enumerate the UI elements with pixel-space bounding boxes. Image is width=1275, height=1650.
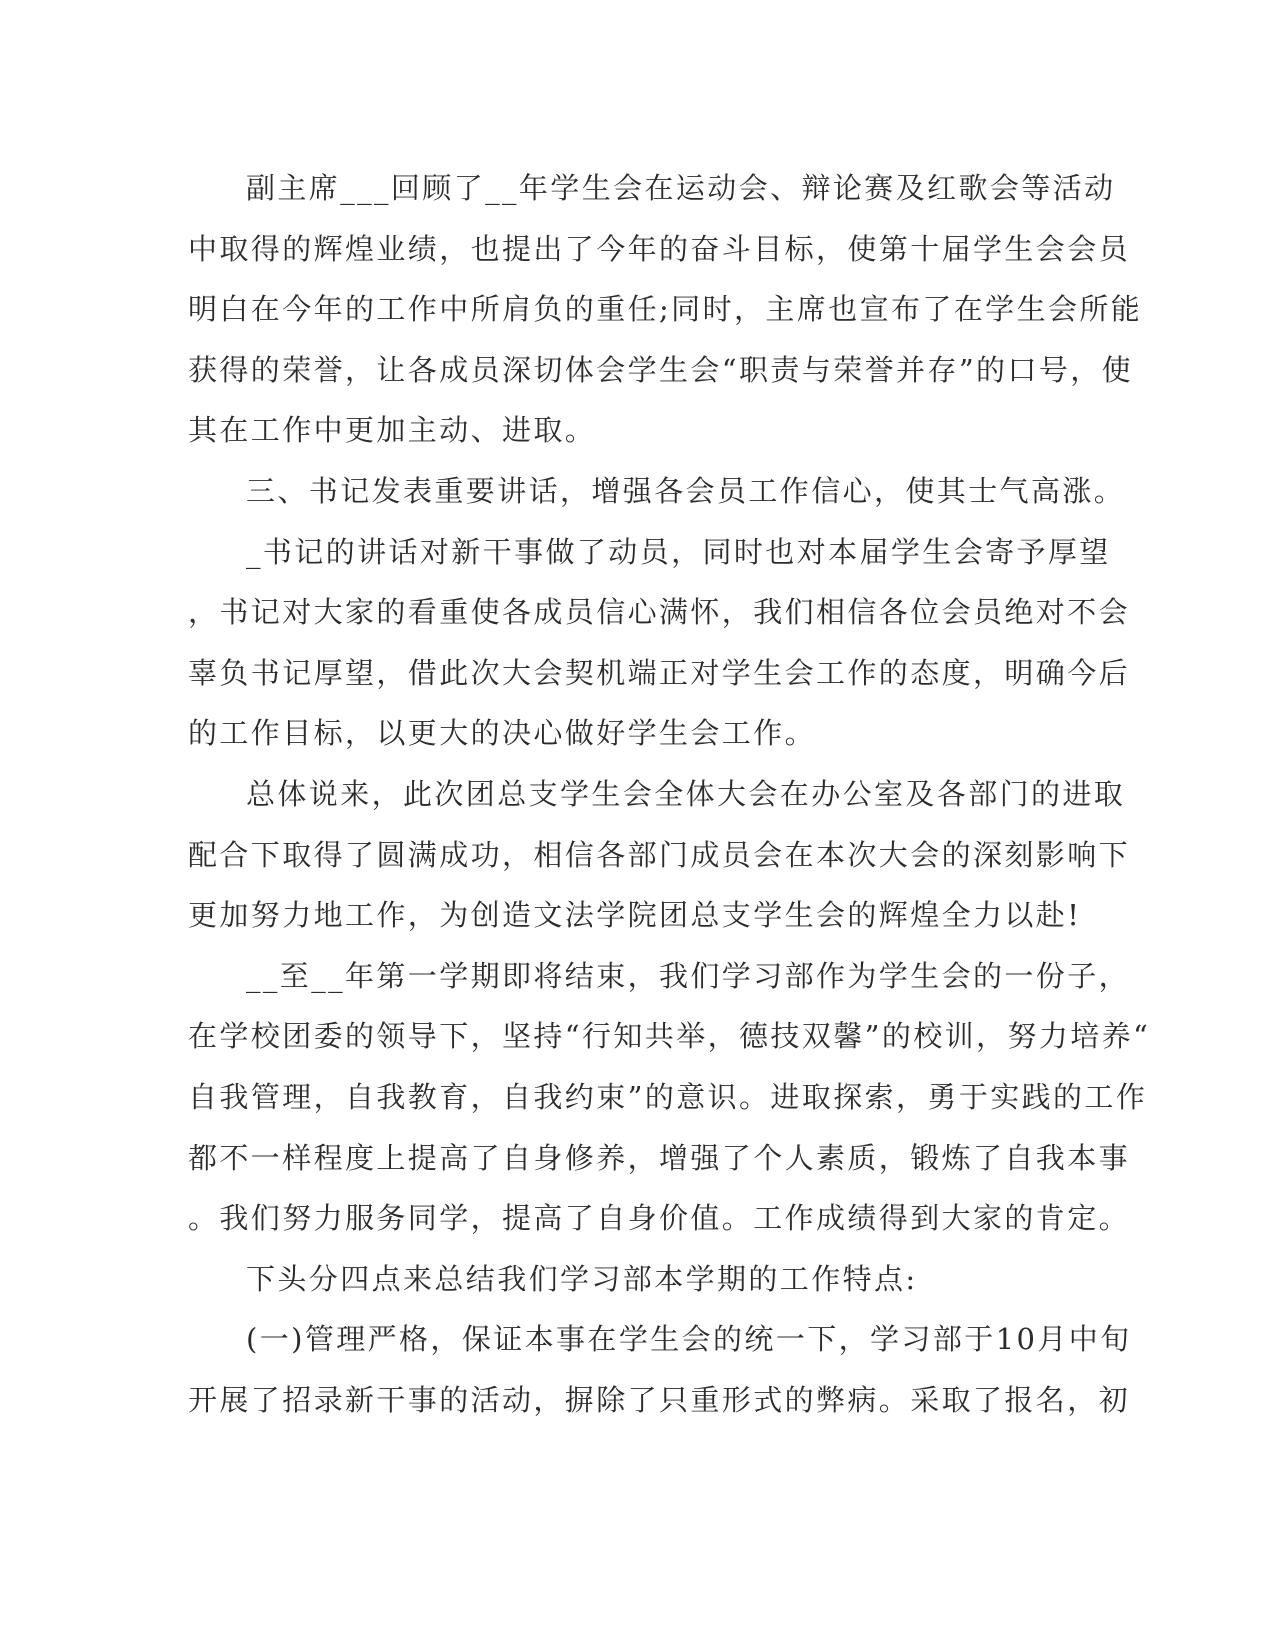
text-line: 其在工作中更加主动、进取。	[188, 413, 597, 448]
text-line: 自我管理，自我教育，自我约束”的意识。进取探索，勇于实践的工作	[188, 1079, 1148, 1114]
text-line: 中取得的辉煌业绩，也提出了今年的奋斗目标，使第十届学生会会员	[188, 231, 1131, 266]
paragraph-four-points-intro	[188, 1249, 1068, 1310]
text-line: 都不一样程度上提高了自身修养，增强了个人素质，锻炼了自我本事	[188, 1140, 1131, 1175]
document-body	[188, 158, 1151, 1430]
paragraph-point-one-management	[188, 1309, 1132, 1430]
text-line: 。我们努力服务同学，提高了自身价值。工作成绩得到大家的肯定。	[188, 1201, 1131, 1236]
text-line: 配合下取得了圆满成功，相信各部门成员会在本次大会的深刻影响下	[188, 837, 1131, 872]
paragraph-section-three-heading	[188, 461, 1126, 522]
paragraph-semester-intro	[188, 946, 1151, 1249]
text-line: 的工作目标，以更大的决心做好学生会工作。	[188, 716, 817, 751]
text-line: ，书记对大家的看重使各成员信心满怀，我们相信各位会员绝对不会	[188, 595, 1131, 630]
text-line: 总体说来，此次团总支学生会全体大会在办公室及各部门的进取	[246, 776, 1126, 811]
paragraph-vice-chairman-review	[188, 158, 1143, 461]
text-line: 副主席___回顾了__年学生会在运动会、辩论赛及红歌会等活动	[246, 171, 1116, 205]
text-line: 更加努力地工作，为创造文法学院团总支学生会的辉煌全力以赴!	[188, 898, 1082, 933]
text-line: 开展了招录新干事的活动，摒除了只重形式的弊病。采取了报名，初	[188, 1382, 1131, 1417]
text-line: _书记的讲话对新干事做了动员，同时也对本届学生会寄予厚望	[246, 534, 1111, 569]
text-line: 下头分四点来总结我们学习部本学期的工作特点:	[246, 1261, 918, 1296]
text-line: 辜负书记厚望，借此次大会契机端正对学生会工作的态度，明确今后	[188, 655, 1131, 690]
text-line: __至__年第一学期即将结束，我们学习部作为学生会的一份子，	[246, 958, 1131, 993]
text-line: 获得的荣誉，让各成员深切体会学生会“职责与荣誉并存”的口号，使	[188, 352, 1134, 387]
text-line: 三、书记发表重要讲话，增强各会员工作信心，使其士气高涨。	[246, 473, 1126, 508]
text-line: 在学校团委的领导下，坚持“行知共举，德技双馨”的校训，努力培养“	[188, 1019, 1151, 1054]
paragraph-secretary-speech	[188, 522, 1131, 764]
text-line: (一)管理严格，保证本事在学生会的统一下，学习部于10月中旬	[246, 1322, 1132, 1357]
paragraph-overall-summary	[188, 764, 1131, 946]
text-line: 明白在今年的工作中所肩负的重任;同时，主席也宣布了在学生会所能	[188, 292, 1143, 327]
